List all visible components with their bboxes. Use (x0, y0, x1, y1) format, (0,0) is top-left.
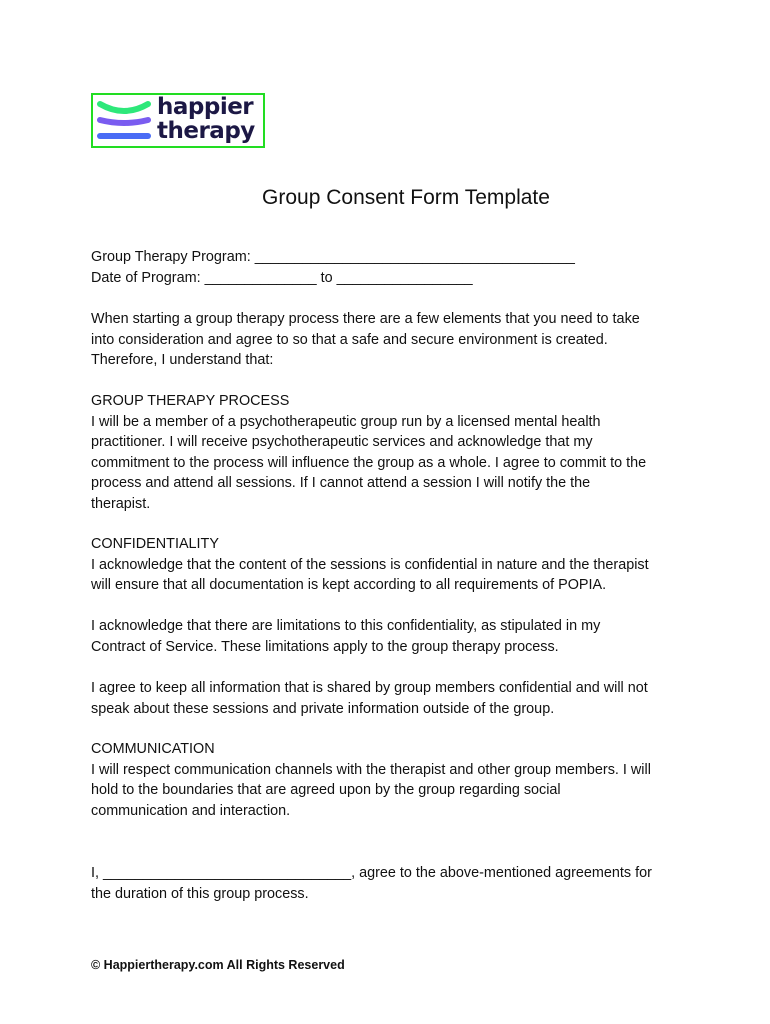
program-field: Group Therapy Program: ________________________________________ (91, 249, 575, 265)
process-heading: GROUP THERAPY PROCESS (91, 393, 290, 409)
logo-wordmark: happier therapy (157, 94, 255, 144)
process-paragraph: I will be a member of a psychotherapeutic group run by a licensed mental health practitioner. I will receive psychotherapeutic services and acknowledge that my commitment to the process will influence the group as a whole. I agree to commit to the process and attend all sessions. If I cannot attend a session I will notify the the therapist. (91, 413, 647, 512)
copyright-footer: © Happiertherapy.com All Rights Reserved (91, 958, 345, 972)
page-title: Group Consent Form Template (262, 186, 550, 209)
agreement-paragraph: I, _______________________________, agree to the above-mentioned agreements for the duration of this group process. (91, 865, 652, 902)
confidentiality-paragraph-2: I acknowledge that there are limitations to this confidentiality, as stipulated in my Contract of Service. These limitations apply to the group therapy process. (91, 618, 601, 655)
communication-heading: COMMUNICATION (91, 741, 215, 757)
date-field: Date of Program: ______________ to _________________ (91, 270, 473, 286)
logo-stripes-icon (96, 98, 152, 144)
confidentiality-heading: CONFIDENTIALITY (91, 536, 219, 552)
happier-therapy-logo (91, 93, 265, 148)
communication-paragraph: I will respect communication channels with the therapist and other group members. I will hold to the boundaries that are agreed upon by the group regarding social communication and interaction. (91, 761, 651, 819)
confidentiality-paragraph-1: I acknowledge that the content of the sessions is confidential in nature and the therapist will ensure that all documentation is kept according to all requirements of POPIA. (91, 556, 649, 593)
intro-paragraph: When starting a group therapy process there are a few elements that you need to take into consideration and agree to so that a safe and secure environment is created. Therefore, I understand that: (91, 311, 640, 368)
confidentiality-paragraph-3: I agree to keep all information that is shared by group members confidential and will not speak about these sessions and private information outside of the group. (91, 680, 648, 717)
